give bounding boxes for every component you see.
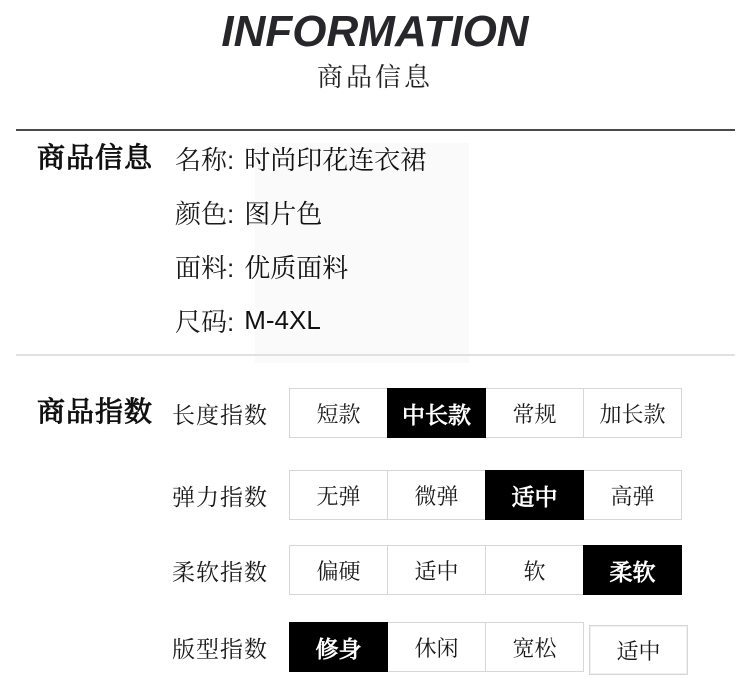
info-row (175, 304, 426, 336)
index-option-cell: 无弹 (289, 470, 388, 520)
info-row-value: 优质面料 (244, 252, 349, 283)
info-row-value: M-4XL (244, 304, 321, 335)
info-row-label: 颜色: (175, 198, 235, 229)
info-row-label: 尺码: (175, 306, 235, 337)
top-divider-line (16, 129, 735, 131)
page-header (0, 8, 750, 92)
index-row-label: 弹力指数 (172, 483, 268, 510)
info-row-label: 名称: (175, 144, 235, 175)
info-row (175, 142, 426, 174)
index-row-label: 柔软指数 (172, 558, 268, 585)
index-option-cell: 微弹 (387, 470, 486, 520)
index-option-cell: 宽松 (485, 622, 584, 672)
info-row-label: 面料: (175, 252, 235, 283)
index-option-cell: 常规 (485, 388, 584, 438)
info-row-value: 时尚印花连衣裙 (244, 144, 427, 175)
index-row (172, 470, 682, 520)
index-option-cells (289, 470, 682, 520)
information-subtitle-chinese: 商品信息 (316, 62, 433, 92)
index-option-cell-selected: 柔软 (583, 545, 682, 595)
index-option-cell: 休闲 (387, 622, 486, 672)
index-row (172, 622, 688, 672)
info-row (175, 250, 426, 282)
info-section-heading: 商品信息 (37, 142, 154, 173)
index-option-cell-selected: 适中 (485, 470, 584, 520)
index-option-cell-selected: 修身 (289, 622, 388, 672)
index-option-cells (289, 622, 688, 672)
index-option-cell: 软 (485, 545, 584, 595)
info-row (175, 196, 426, 228)
index-option-cell-selected: 中长款 (387, 388, 486, 438)
index-option-cell: 适中 (589, 625, 688, 675)
index-row (172, 388, 682, 438)
index-option-cell: 高弹 (583, 470, 682, 520)
index-row-label: 长度指数 (172, 401, 268, 428)
index-row (172, 545, 682, 595)
index-option-cells (289, 545, 682, 595)
information-title: INFORMATION (221, 7, 529, 56)
index-option-cell: 短款 (289, 388, 388, 438)
index-option-cells (289, 388, 682, 438)
info-row-value: 图片色 (244, 198, 323, 229)
info-rows-list (175, 142, 426, 358)
index-row-label: 版型指数 (172, 635, 268, 662)
index-section-heading: 商品指数 (37, 396, 154, 427)
index-option-cell: 适中 (387, 545, 486, 595)
section-divider-line (16, 354, 735, 356)
index-option-cell: 加长款 (583, 388, 682, 438)
index-option-cell: 偏硬 (289, 545, 388, 595)
